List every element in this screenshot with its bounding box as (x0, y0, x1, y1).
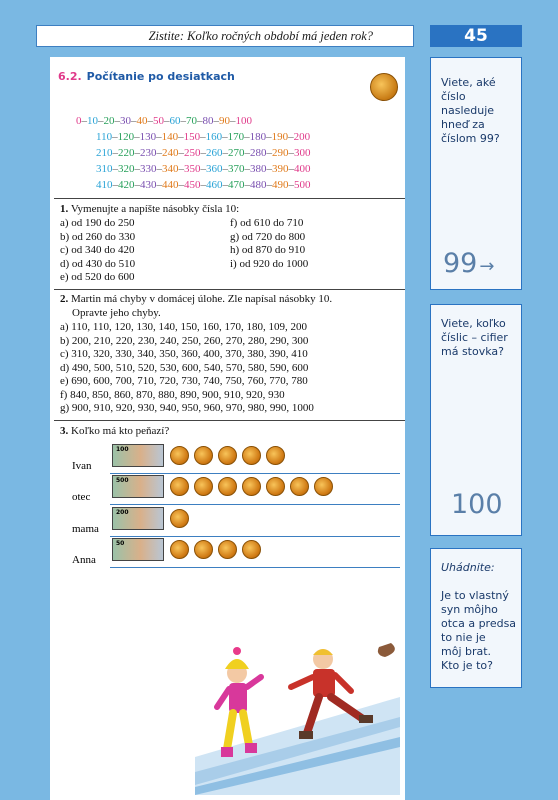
coin-icon (370, 73, 398, 101)
tens-number: 370 (228, 163, 245, 175)
sidebar-line: číslic – cifier (441, 331, 508, 344)
answer-line (110, 504, 400, 505)
tens-number: 440 (162, 179, 179, 191)
sidebar-line: syn môjho (441, 603, 498, 616)
dash-separator: – (244, 131, 250, 143)
exercise-number: 2. (60, 293, 69, 305)
dash-separator: – (230, 115, 236, 127)
exercise-1-item: a) od 190 do 250 (60, 217, 135, 229)
exercise-1-item: f) od 610 do 710 (230, 217, 304, 229)
exercise-1-item: h) od 870 do 910 (230, 244, 306, 256)
dash-separator: – (134, 179, 140, 191)
dash-separator: – (197, 115, 203, 127)
coin-icon (194, 446, 213, 465)
dash-separator: – (134, 163, 140, 175)
dash-separator: – (244, 179, 250, 191)
coin-icon (218, 446, 237, 465)
dash-separator: – (114, 115, 120, 127)
exercise-1-item: i) od 920 do 1000 (230, 257, 309, 270)
tens-number: 280 (250, 147, 267, 159)
tens-number: 80 (202, 115, 214, 127)
tens-number: 490 (272, 179, 289, 191)
dash-separator: – (200, 131, 206, 143)
sidebar-line: číslo (441, 90, 466, 103)
exercise-2-row: e) 690, 600, 700, 710, 720, 730, 740, 750, 760, 770, 780 (60, 375, 308, 387)
sidebar-line: Je to vlastný (441, 589, 509, 602)
exercise-number: 3. (60, 425, 69, 437)
tens-number: 350 (184, 163, 201, 175)
tens-number: 210 (96, 147, 113, 159)
dash-separator: – (266, 179, 272, 191)
money-row (112, 475, 338, 501)
coin-icon (242, 540, 261, 559)
exercise-2-rows (60, 321, 314, 416)
header-question: Zistite: Koľko ročných období má jeden rok? (36, 25, 414, 47)
coin-icon (242, 477, 261, 496)
coin-icon (170, 477, 189, 496)
sidebar-question-99 (441, 76, 500, 146)
coin-icon (290, 477, 309, 496)
number-100: 100 (451, 489, 503, 520)
sidebar-box-riddle (430, 548, 522, 688)
dash-separator: – (178, 131, 184, 143)
tens-number: 170 (227, 131, 245, 143)
sidebar-line: Kto je to? (441, 659, 493, 672)
sidebar-line: číslom 99? (441, 132, 500, 145)
dash-separator: – (222, 147, 228, 159)
tens-number: 400 (294, 163, 311, 175)
sidebar-box-100 (430, 304, 522, 536)
dash-separator: – (98, 115, 104, 127)
banknote-icon (112, 444, 164, 467)
arrow-right-icon: → (479, 256, 495, 277)
tens-row (96, 131, 451, 143)
tens-number: 320 (118, 163, 135, 175)
coin-icon (218, 477, 237, 496)
dash-separator: – (266, 131, 272, 143)
tens-number: 150 (183, 131, 201, 143)
tens-number: 70 (186, 115, 197, 127)
exercise-2-title (60, 293, 332, 307)
exercise-1-title (60, 203, 239, 217)
coin-icon (266, 446, 285, 465)
dash-separator: – (200, 179, 206, 191)
coin-icon (242, 446, 261, 465)
tens-number: 240 (162, 147, 179, 159)
sidebar-line: to nie je (441, 631, 486, 644)
tens-number: 410 (96, 179, 113, 191)
tens-number: 90 (219, 115, 230, 127)
exercise-text: Koľko má kto peňazí? (71, 425, 170, 437)
tens-number: 40 (136, 115, 148, 127)
tens-number: 230 (140, 147, 157, 159)
number-99 (443, 248, 494, 279)
tens-number: 260 (206, 147, 223, 159)
divider (54, 198, 405, 199)
tens-number: 480 (250, 179, 267, 191)
coin-icon (266, 477, 285, 496)
tens-number: 430 (140, 179, 157, 191)
exercise-3-title (60, 425, 169, 439)
sidebar-line: Viete, koľko (441, 317, 506, 330)
skating-children-illustration (195, 637, 400, 795)
dash-separator: – (222, 163, 228, 175)
exercise-2-subtitle: Opravte jeho chyby. (72, 307, 161, 319)
tens-number: 340 (162, 163, 179, 175)
exercise-1-item: b) od 260 do 330 (60, 230, 136, 243)
tens-number: 310 (96, 163, 113, 175)
sidebar-line: môj brat. (441, 645, 492, 658)
banknote-value: 200 (116, 509, 129, 516)
tens-number: 250 (184, 147, 201, 159)
tens-number: 420 (118, 179, 135, 191)
exercise-number: 1. (60, 203, 69, 215)
banknote-value: 500 (116, 477, 129, 484)
dash-separator: – (200, 147, 206, 159)
exercise-text: Martin má chyby v domácej úlohe. Zle napísal násobky 10. (71, 293, 333, 305)
dash-separator: – (112, 179, 118, 191)
riddle-title: Uhádnite: (441, 561, 495, 574)
exercise-1-left (60, 217, 225, 285)
exercise-1-item: d) od 430 do 510 (60, 257, 136, 270)
sidebar-line: má stovka? (441, 345, 504, 358)
tens-number: 50 (153, 115, 164, 127)
coin-icon (170, 540, 189, 559)
tens-number: 30 (120, 115, 131, 127)
tens-number: 270 (228, 147, 245, 159)
money-row (112, 538, 266, 564)
person-name: mama (72, 523, 99, 535)
dash-separator: – (156, 131, 162, 143)
riddle-text (441, 589, 516, 673)
dash-separator: – (134, 147, 140, 159)
tens-number: 180 (249, 131, 267, 143)
person-name: otec (72, 491, 91, 503)
tens-number: 470 (228, 179, 245, 191)
tens-row (96, 147, 451, 159)
exercise-2-row: d) 490, 500, 510, 520, 530, 600, 540, 570, 580, 590, 600 (60, 361, 309, 374)
answer-line (110, 536, 400, 537)
banknote-value: 100 (116, 446, 129, 453)
tens-number: 380 (250, 163, 267, 175)
dash-separator: – (244, 147, 250, 159)
sidebar-line: Viete, aké (441, 76, 496, 89)
sidebar-line: nasleduje (441, 104, 495, 117)
dash-separator: – (288, 147, 294, 159)
money-row (112, 507, 194, 533)
main-panel (50, 57, 405, 800)
answer-line (110, 567, 400, 568)
banknote-icon (112, 475, 164, 498)
dash-separator: – (222, 179, 228, 191)
exercise-2-row: a) 110, 110, 120, 130, 140, 150, 160, 170, 180, 109, 200 (60, 321, 307, 333)
dash-separator: – (288, 179, 294, 191)
coin-icon (194, 477, 213, 496)
tens-number: 130 (139, 131, 157, 143)
exercise-1-item: c) od 340 do 420 (60, 244, 135, 256)
tens-number: 160 (205, 131, 223, 143)
coin-icon (314, 477, 333, 496)
exercise-2-row: g) 900, 910, 920, 930, 940, 950, 960, 970, 980, 990, 1000 (60, 402, 314, 414)
coin-icon (170, 509, 189, 528)
tens-number: 110 (96, 131, 113, 143)
tens-number: 290 (272, 147, 289, 159)
divider (54, 420, 405, 421)
dash-separator: – (81, 115, 87, 127)
tens-number: 220 (118, 147, 135, 159)
banknote-icon (112, 507, 164, 530)
sidebar-question-100 (441, 317, 508, 359)
tens-number: 330 (140, 163, 157, 175)
divider (54, 289, 405, 290)
tens-row (96, 163, 451, 175)
tens-number: 390 (272, 163, 289, 175)
tens-row (96, 179, 451, 191)
person-name: Ivan (72, 460, 92, 472)
dash-separator: – (200, 163, 206, 175)
dash-separator: – (266, 163, 272, 175)
tens-number: 20 (103, 115, 115, 127)
tens-number: 450 (184, 179, 201, 191)
coin-icon (170, 446, 189, 465)
dash-separator: – (112, 131, 118, 143)
tens-number: 100 (235, 115, 252, 127)
tens-number: 190 (271, 131, 289, 143)
banknote-value: 50 (116, 540, 125, 547)
dash-separator: – (112, 163, 118, 175)
exercise-2-row: b) 200, 210, 220, 230, 240, 250, 260, 270, 280, 290, 300 (60, 334, 309, 347)
section-number: 6.2. (58, 70, 82, 83)
dash-separator: – (180, 115, 186, 127)
tens-row (76, 115, 431, 127)
tens-number: 300 (294, 147, 311, 159)
dash-separator: – (288, 131, 294, 143)
tens-number: 10 (87, 115, 98, 127)
coin-icon (194, 540, 213, 559)
exercise-1-right (230, 217, 395, 271)
dash-separator: – (147, 115, 153, 127)
number-99-text: 99 (443, 248, 478, 279)
banknote-icon (112, 538, 164, 561)
dash-separator: – (156, 163, 162, 175)
tens-number: 360 (206, 163, 223, 175)
exercise-1-item: e) od 520 do 600 (60, 271, 135, 283)
section-title (58, 70, 235, 83)
sidebar-line: otca a predsa (441, 617, 517, 630)
exercise-text: Vymenujte a napíšte násobky čísla 10: (70, 203, 240, 215)
sidebar-line: hneď za (441, 118, 485, 131)
exercise-2-row: f) 840, 850, 860, 870, 880, 890, 900, 910, 920, 930 (60, 388, 285, 401)
dash-separator: – (178, 147, 184, 159)
exercise-1-item: g) od 720 do 800 (230, 230, 306, 243)
dash-separator: – (156, 147, 162, 159)
tens-number: 200 (293, 131, 311, 143)
dash-separator: – (178, 163, 184, 175)
dash-separator: – (112, 147, 118, 159)
dash-separator: – (266, 147, 272, 159)
dash-separator: – (213, 115, 219, 127)
person-name: Anna (72, 554, 96, 566)
page-number: 45 (430, 25, 522, 47)
coin-icon (218, 540, 237, 559)
dash-separator: – (164, 115, 170, 127)
tens-number: 140 (161, 131, 179, 143)
exercise-2-row: c) 310, 320, 330, 340, 350, 360, 400, 370, 380, 390, 410 (60, 348, 308, 360)
dash-separator: – (222, 131, 228, 143)
dash-separator: – (134, 131, 140, 143)
dash-separator: – (131, 115, 137, 127)
dash-separator: – (178, 179, 184, 191)
tens-number: 120 (117, 131, 135, 143)
money-row (112, 444, 290, 470)
dash-separator: – (156, 179, 162, 191)
answer-line (110, 473, 400, 474)
section-title-text: Počítanie po desiatkach (86, 70, 235, 83)
dash-separator: – (244, 163, 250, 175)
tens-number: 460 (206, 179, 223, 191)
sidebar-box-99 (430, 57, 522, 290)
tens-number: 500 (294, 179, 311, 191)
tens-number: 60 (169, 115, 181, 127)
tens-number: 0 (76, 115, 82, 127)
dash-separator: – (288, 163, 294, 175)
